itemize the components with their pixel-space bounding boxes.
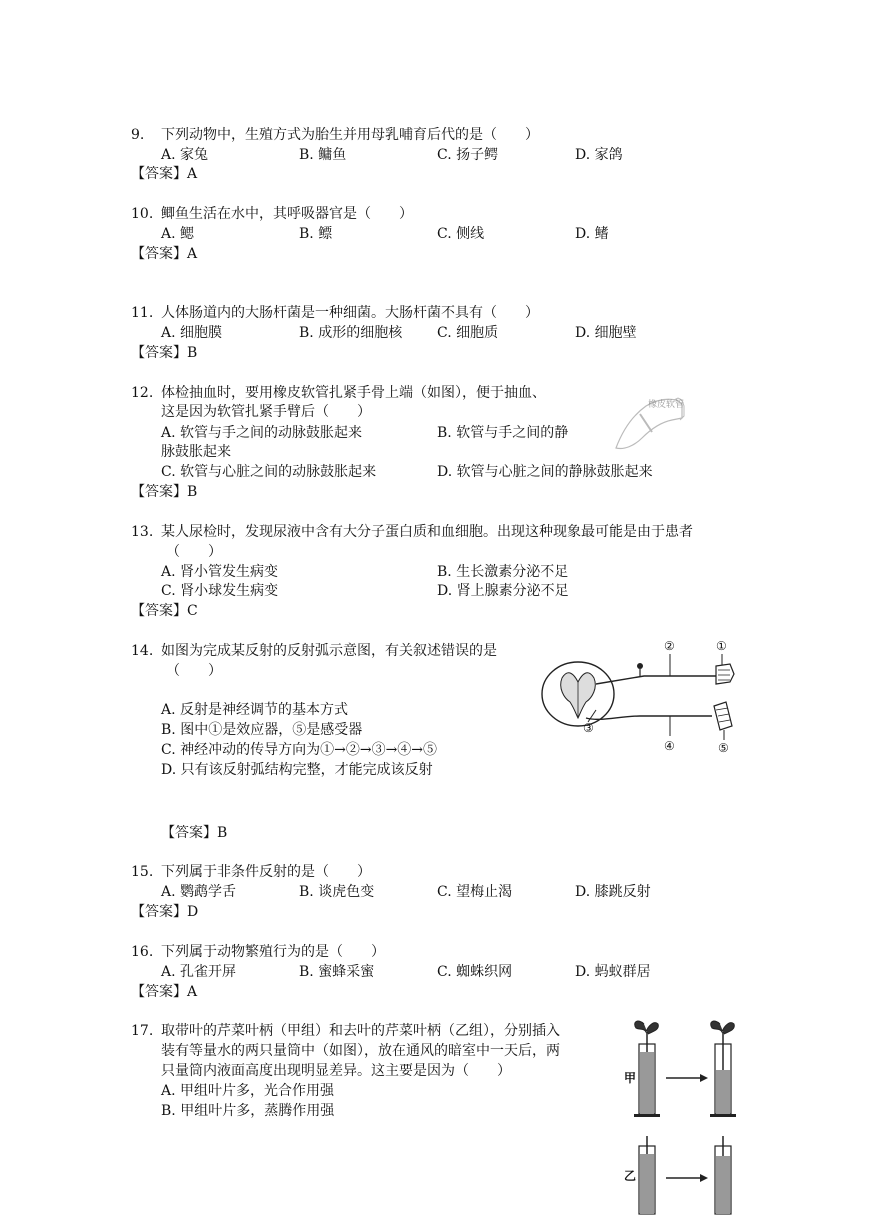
q12-option-a: A. 软管与手之间的动脉鼓胀起来 <box>161 425 363 441</box>
cylinder-base <box>634 1114 660 1117</box>
q17-label-jia: 甲 <box>624 1071 637 1085</box>
q12-answer: 【答案】B <box>131 484 198 500</box>
q13-answer: 【答案】C <box>131 603 198 619</box>
q10-number: 10. <box>131 206 154 222</box>
q13-option-d: D. 肾上腺素分泌不足 <box>437 583 569 599</box>
q17-stem-line1: 取带叶的芹菜叶柄（甲组）和去叶的芹菜叶柄（乙组），分别插入 <box>161 1023 560 1039</box>
q15-option-b: B. 谈虎色变 <box>299 884 375 900</box>
q10-stem: 鲫鱼生活在水中，其呼吸器官是（ ） <box>161 206 413 222</box>
q13-option-a: A. 肾小管发生病变 <box>161 564 279 580</box>
q9-option-c: C. 扬子鳄 <box>437 147 499 163</box>
q12-option-d: D. 软管与心脏之间的静脉鼓胀起来 <box>437 464 653 480</box>
water <box>640 1052 654 1114</box>
effector <box>714 702 732 730</box>
group-yi-before <box>639 1136 655 1214</box>
q16-number: 16. <box>131 944 154 960</box>
afferent-nerve <box>596 676 716 684</box>
q11-option-d: D. 细胞壁 <box>575 325 637 341</box>
q14-label-2: ② <box>664 639 675 653</box>
q14-option-b: B. 图中①是效应器，⑤是感受器 <box>161 722 363 738</box>
q16-option-d: D. 蚂蚁群居 <box>575 964 651 980</box>
q14-option-c: C. 神经冲动的传导方向为①→②→③→④→⑤ <box>161 742 438 758</box>
q13-option-b: B. 生长激素分泌不足 <box>437 564 569 580</box>
q16-option-c: C. 蜘蛛织网 <box>437 964 513 980</box>
q13-stem-line2: （ ） <box>166 544 222 560</box>
q14-label-1: ① <box>716 639 727 653</box>
q15-number: 15. <box>131 864 154 880</box>
q14-reflex-arc-diagram <box>540 638 742 758</box>
q17-number: 17. <box>131 1023 154 1039</box>
q17-cylinder-figure <box>622 1018 752 1218</box>
q13-option-c: C. 肾小球发生病变 <box>161 583 279 599</box>
cylinder-base <box>710 1114 736 1117</box>
q11-option-c: C. 细胞质 <box>437 325 499 341</box>
q9-option-a: A. 家兔 <box>161 147 209 163</box>
q16-option-a: A. 孔雀开屏 <box>161 964 237 980</box>
q10-option-a: A. 鳃 <box>161 226 195 242</box>
q14-stem-line2: （ ） <box>166 663 222 679</box>
q12-stem-line2: 这是因为软管扎紧手臂后（ ） <box>161 404 371 420</box>
q15-option-c: C. 望梅止渴 <box>437 884 513 900</box>
q9-option-b: B. 鳙鱼 <box>299 147 347 163</box>
q16-stem: 下列属于动物繁殖行为的是（ ） <box>161 944 385 960</box>
water <box>716 1156 730 1214</box>
receptor <box>716 664 734 684</box>
q17-stem-line3: 只量筒内液面高度出现明显差异。这主要是因为（ ） <box>161 1063 511 1079</box>
q12-option-b: B. 软管与手之间的静 <box>437 425 569 441</box>
q9-number: 9. <box>131 127 145 143</box>
arrow-head-icon <box>700 1074 708 1082</box>
q9-stem: 下列动物中，生殖方式为胎生并用母乳哺育后代的是（ ） <box>161 127 539 143</box>
q10-answer: 【答案】A <box>131 246 198 262</box>
q10-option-b: B. 鳔 <box>299 226 333 242</box>
q13-stem-line1: 某人尿检时，发现尿液中含有大分子蛋白质和血细胞。出现这种现象最可能是由于患者 <box>161 524 693 540</box>
q16-option-b: B. 蜜蜂采蜜 <box>299 964 375 980</box>
q17-label-yi: 乙 <box>624 1169 637 1183</box>
q16-answer: 【答案】A <box>131 984 198 1000</box>
rubber-tube <box>640 414 652 432</box>
efferent-nerve <box>586 716 712 719</box>
q12-figure-label: 橡皮软管 <box>648 400 685 410</box>
q12-stem-line1: 体检抽血时，要用橡皮软管扎紧手骨上端（如图），便于抽血、 <box>161 385 546 401</box>
q11-option-a: A. 细胞膜 <box>161 325 223 341</box>
group-jia-after <box>710 1021 736 1117</box>
q13-number: 13. <box>131 524 154 540</box>
q11-answer: 【答案】B <box>131 345 198 361</box>
q15-answer: 【答案】D <box>131 904 199 920</box>
q11-number: 11. <box>131 305 154 321</box>
q14-option-a: A. 反射是神经调节的基本方式 <box>161 702 349 718</box>
q14-stem-line1: 如图为完成某反射的反射弧示意图，有关叙述错误的是 <box>161 643 497 659</box>
q14-label-5: ⑤ <box>718 741 729 755</box>
q12-option-b-cont: 脉鼓胀起来 <box>161 444 231 460</box>
group-jia-before <box>634 1021 660 1117</box>
ganglion <box>637 663 643 669</box>
q17-stem-line2: 装有等量水的两只量筒中（如图），放在通风的暗室中一天后，两 <box>161 1043 560 1059</box>
q17-option-b: B. 甲组叶片多，蒸腾作用强 <box>161 1103 335 1119</box>
q15-option-d: D. 膝跳反射 <box>575 884 651 900</box>
water <box>716 1070 730 1114</box>
q14-answer: 【答案】B <box>161 825 228 841</box>
q11-stem: 人体肠道内的大肠杆菌是一种细菌。大肠杆菌不具有（ ） <box>161 305 539 321</box>
q12-number: 12. <box>131 385 154 401</box>
q17-option-a: A. 甲组叶片多，光合作用强 <box>161 1083 335 1099</box>
q11-option-b: B. 成形的细胞核 <box>299 325 403 341</box>
q10-option-c: C. 侧线 <box>437 226 485 242</box>
q12-option-c: C. 软管与心脏之间的动脉鼓胀起来 <box>161 464 377 480</box>
q15-stem: 下列属于非条件反射的是（ ） <box>161 864 371 880</box>
q9-answer: 【答案】A <box>131 166 198 182</box>
q10-option-d: D. 鳍 <box>575 226 609 242</box>
arrow-head-icon <box>700 1174 708 1182</box>
q14-label-3: ③ <box>583 721 594 735</box>
q14-label-4: ④ <box>664 739 675 753</box>
q14-number: 14. <box>131 643 154 659</box>
q15-option-a: A. 鹦鹉学舌 <box>161 884 237 900</box>
group-yi-after <box>715 1136 731 1214</box>
q9-option-d: D. 家鸽 <box>575 147 623 163</box>
q14-option-d: D. 只有该反射弧结构完整，才能完成该反射 <box>161 762 433 778</box>
water <box>640 1154 654 1214</box>
